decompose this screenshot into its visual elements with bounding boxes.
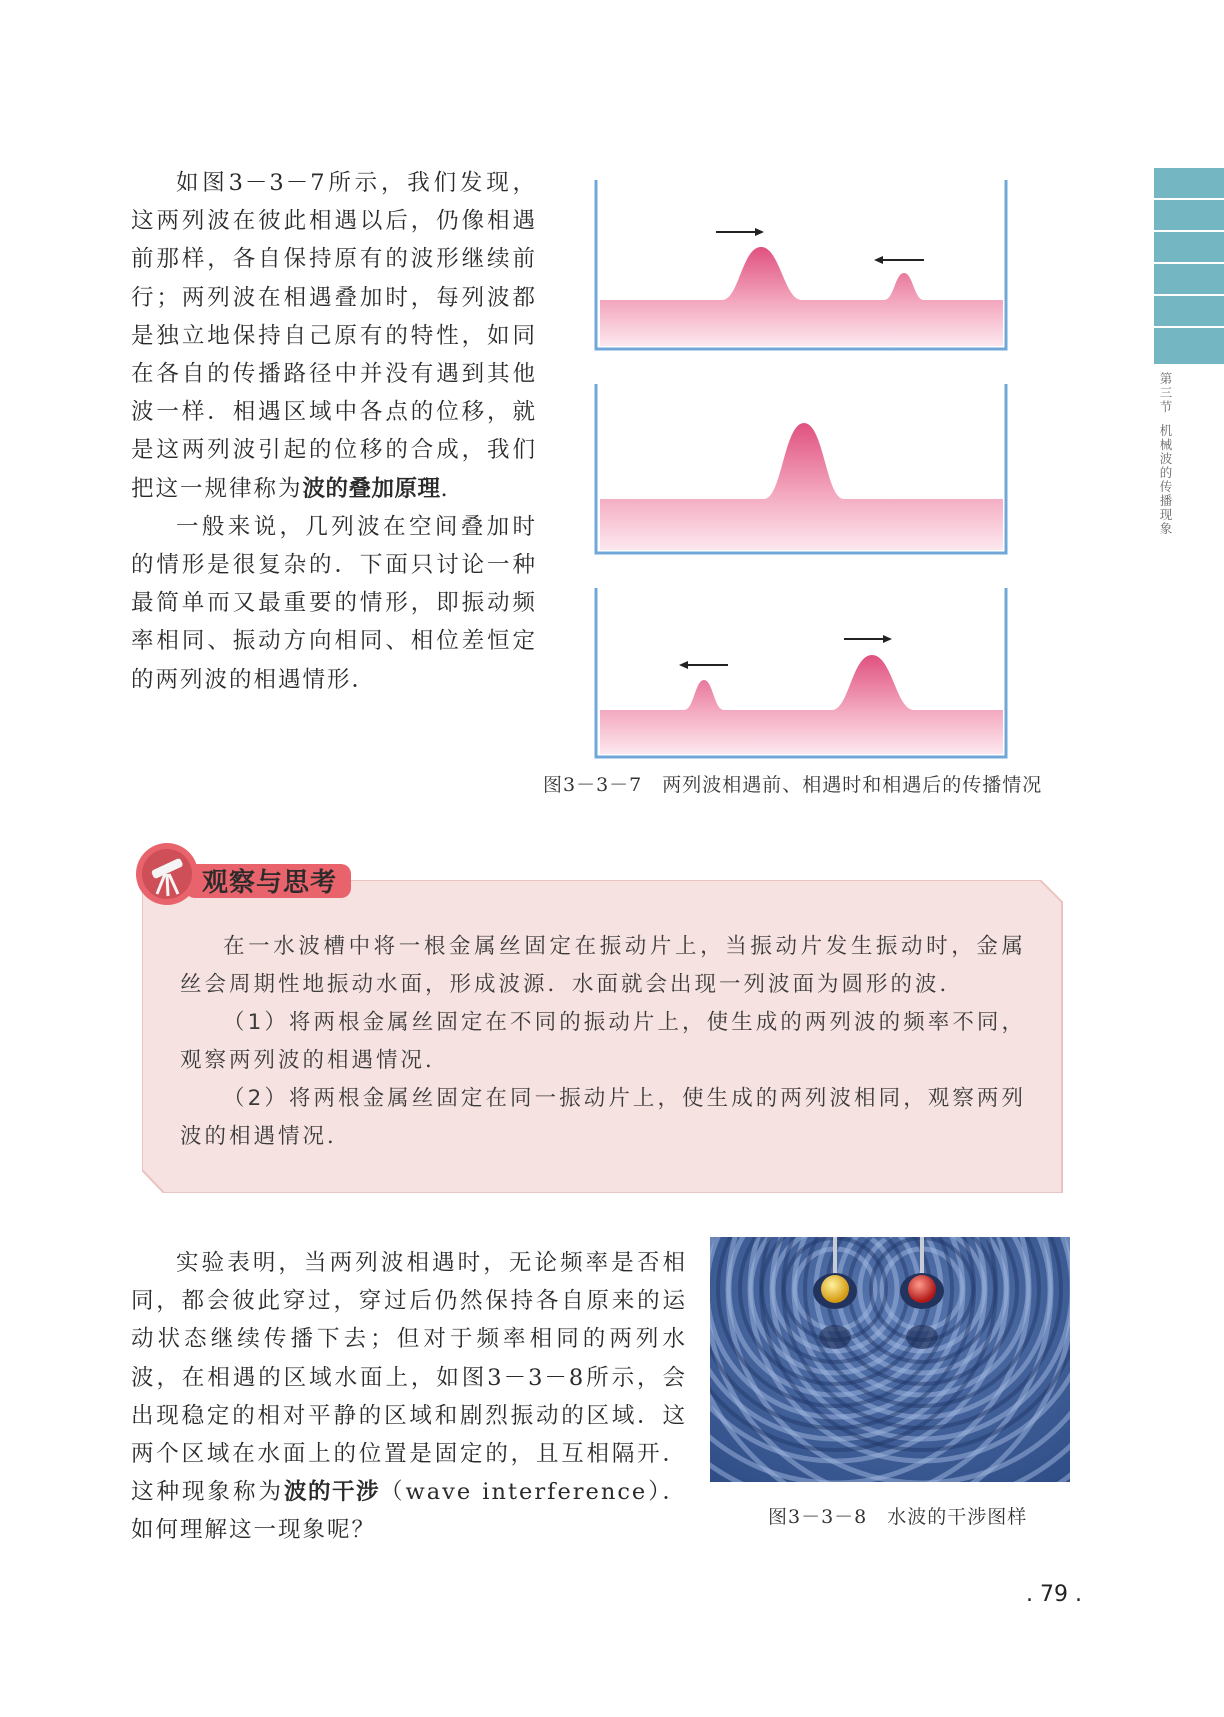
term-wave-interference: 波的干涉 [283,1479,380,1506]
para1-text: 如图3－3－7所示，我们发现，这 [131,170,537,235]
term-superposition-principle: 波的叠加原理 [302,475,441,502]
side-section-label [1157,372,1175,536]
arrow-right-icon [716,228,764,236]
arrow-right-icon [844,635,892,643]
paragraph-general: 一般来说，几列波在空间叠加时的情形是很复杂的．下面只讨论一种最简单而又最重要的情形，即振动频率相同、振动方向相同、相位差恒定的两列波的相遇情形． [131,513,537,693]
arrow-left-icon [874,256,924,264]
para1-end: . [440,475,450,502]
side-section-title: 机械波的传播现象 [1159,423,1173,536]
paragraph-interference [131,1244,687,1550]
para1-text-cont: 两列波在彼此相遇以后，仍像相遇前那样，各自保持原有的波形继续前行；两列波在相遇叠加时，每列波都是独立地保持自己原有的特性，如同在各自的传播路径中并没有遇到其他波一样．相遇区域中各点的位移，就是这两列波引起的位移的合成，我们把这一规律称为 [131,208,537,502]
water-interference-photo [710,1237,1070,1482]
para3-end: （wave interference）．如何理解这一现象呢？ [131,1479,687,1544]
wave-tank-before [594,180,1008,352]
figure-caption: 图3－3－8 水波的干涉图样 [768,1506,1028,1528]
observation-step-2: （2）将两根金属丝固定在同一振动片上，使生成的两列波相同，观察两列波的相遇情况． [180,1086,1026,1149]
observation-box-title: 观察与思考 [202,868,338,898]
observation-intro: 在一水波槽中将一根金属丝固定在振动片上，当振动片发生振动时，金属丝会周期性地振动水面，形成波源．水面就会出现一列波面为圆形的波． [180,934,1026,997]
paragraph-superposition [131,164,537,699]
page-number: . 79 . [1026,1582,1082,1607]
arrow-left-icon [679,661,728,669]
wave-tank-meeting [594,384,1008,556]
chapter-side-tabs [1154,168,1224,356]
wave-tank-after [594,588,1008,760]
figure-caption: 图3－3－7 两列波相遇前、相遇时和相遇后的传播情况 [543,774,1043,796]
observation-box-text [180,928,1026,1156]
side-section-number: 第三节 [1159,371,1173,414]
para3-text: 实验表明，当两列波相遇时，无论频率是否相同，都会彼此穿过，穿过后仍然保持各自原来的运动状态继续传播下去；但对于频率相同的两列水波，在相遇的区域水面上，如图3－3－8所示，会出现稳定的相对平静的区域和剧烈振动的区域．这两个区域在水面上的位置是固定的，且互相隔开．这种现象称为 [131,1250,687,1506]
observation-step-1: （1）将两根金属丝固定在不同的振动片上，使生成的两列波的频率不同，观察两列波的相遇情况． [180,1010,1026,1073]
